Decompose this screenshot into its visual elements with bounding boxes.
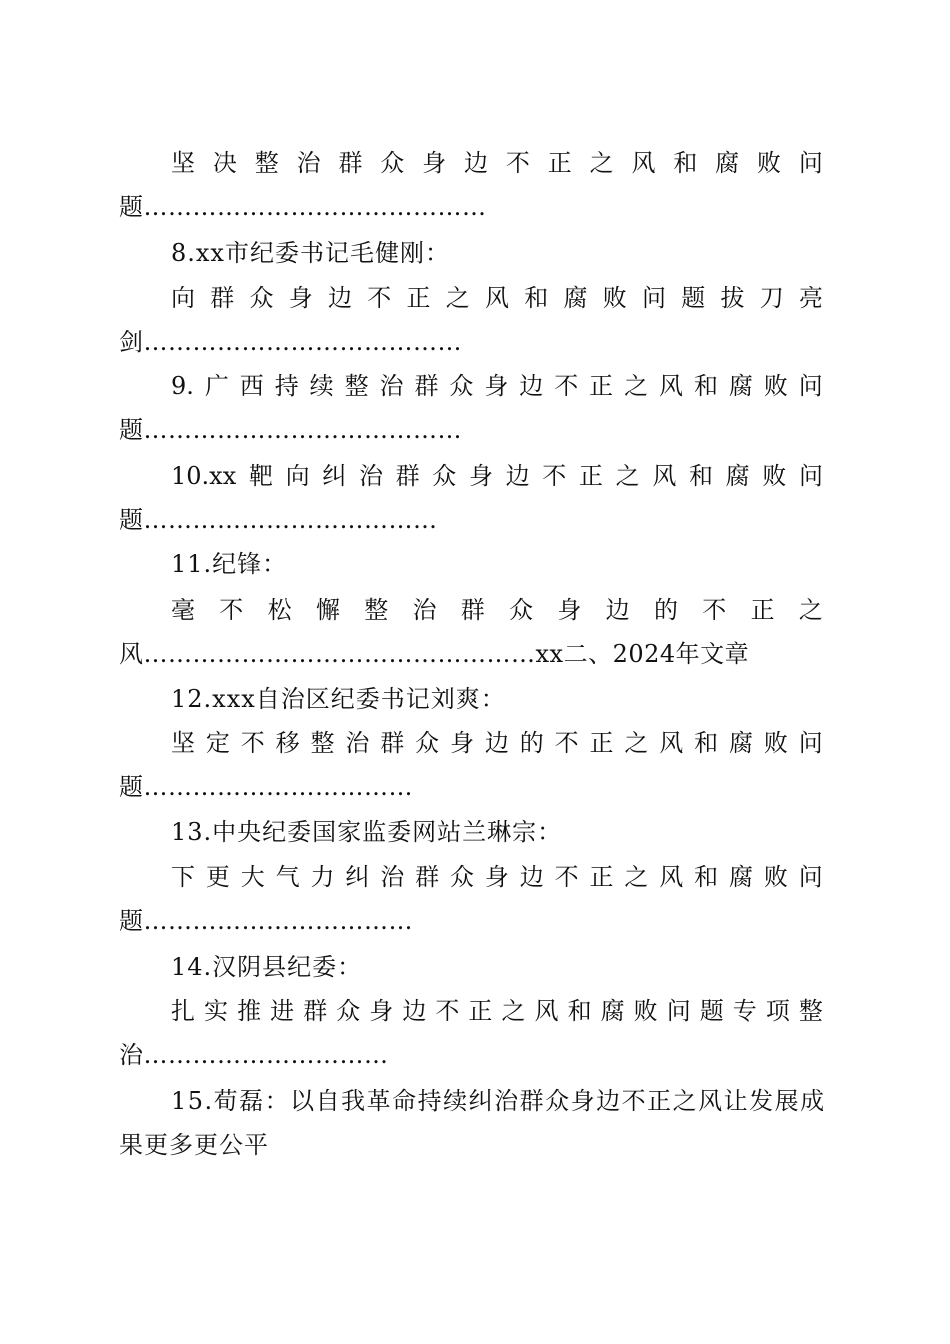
text-char: 风 bbox=[631, 149, 656, 177]
toc-entry-title-8 bbox=[171, 276, 823, 320]
toc-entry-title-15-cont: 果更多更公平 bbox=[119, 1131, 269, 1159]
toc-entry-fill-8: 剑………………………………… bbox=[119, 328, 462, 356]
text-char: 风 bbox=[659, 729, 684, 757]
text-char: 不 bbox=[219, 596, 244, 624]
text-char: 群 bbox=[460, 596, 485, 624]
text-char: 毫 bbox=[171, 596, 195, 624]
text-char: 整 bbox=[310, 729, 335, 757]
text-char: 的 bbox=[519, 729, 544, 757]
toc-entry-title-10 bbox=[171, 454, 823, 498]
text-char: 之 bbox=[624, 863, 649, 891]
text-char: 和 bbox=[673, 149, 698, 177]
text-char: 题 bbox=[681, 284, 706, 312]
text-char: 腐 bbox=[715, 149, 740, 177]
text-char: 败 bbox=[602, 284, 627, 312]
toc-entry-title-14 bbox=[171, 989, 823, 1033]
text-char: 亮 bbox=[799, 284, 823, 312]
toc-entry-fill-11: 风…………………………………………xx二、2024年文章 bbox=[119, 640, 750, 668]
text-char: 正 bbox=[589, 863, 614, 891]
text-char: 风 bbox=[485, 284, 509, 312]
text-char: 治 bbox=[358, 462, 383, 490]
toc-entry-title-12 bbox=[171, 721, 823, 765]
toc-entry-title-1 bbox=[171, 141, 823, 185]
text-char: 不 bbox=[702, 596, 727, 624]
text-char: 败 bbox=[757, 149, 782, 177]
text-char: 移 bbox=[275, 729, 300, 757]
text-char: 决 bbox=[212, 149, 237, 177]
text-char: 和 bbox=[688, 462, 713, 490]
text-char: 边 bbox=[605, 596, 630, 624]
text-char: 正 bbox=[547, 149, 572, 177]
text-char: 和 bbox=[694, 863, 719, 891]
text-char: 之 bbox=[624, 372, 649, 400]
text-char: 边 bbox=[484, 729, 509, 757]
text-char: 不 bbox=[367, 284, 392, 312]
text-char: 之 bbox=[501, 997, 526, 1025]
text-char: 众 bbox=[449, 372, 474, 400]
text-char: 腐 bbox=[725, 462, 750, 490]
text-char: 之 bbox=[589, 149, 614, 177]
text-char: 身 bbox=[484, 372, 509, 400]
text-char: 的 bbox=[653, 596, 678, 624]
text-char: 腐 bbox=[563, 284, 588, 312]
text-char: 整 bbox=[364, 596, 389, 624]
text-char: 纠 bbox=[322, 462, 347, 490]
text-char: 边 bbox=[519, 372, 544, 400]
text-char: 群 bbox=[303, 997, 328, 1025]
text-char: 向 bbox=[285, 462, 310, 490]
text-char: 广 bbox=[204, 372, 229, 400]
text-char: 懈 bbox=[315, 596, 340, 624]
text-char: 治 bbox=[412, 596, 437, 624]
text-char: 不 bbox=[435, 997, 460, 1025]
text-char: 众 bbox=[450, 863, 474, 891]
toc-entry-fill-9: 题………………………………… bbox=[119, 416, 462, 444]
text-char: 群 bbox=[414, 372, 439, 400]
text-char: 不 bbox=[554, 863, 579, 891]
toc-entry-fill-1: 题…………………………………… bbox=[119, 193, 487, 221]
text-char: 和 bbox=[524, 284, 549, 312]
text-char: 整 bbox=[254, 149, 279, 177]
text-char: 边 bbox=[519, 863, 544, 891]
text-char: 和 bbox=[694, 729, 719, 757]
text-char: 边 bbox=[505, 462, 530, 490]
text-char: 正 bbox=[578, 462, 603, 490]
text-char: 更 bbox=[205, 863, 230, 891]
text-char: 不 bbox=[542, 462, 567, 490]
text-char: 边 bbox=[328, 284, 352, 312]
text-char: 问 bbox=[798, 372, 823, 400]
toc-entry-title-13 bbox=[171, 855, 823, 899]
text-char: 风 bbox=[652, 462, 677, 490]
text-char: 之 bbox=[615, 462, 640, 490]
text-char: 续 bbox=[309, 372, 334, 400]
text-char: 靶 bbox=[248, 462, 273, 490]
text-char: 身 bbox=[369, 997, 394, 1025]
text-char: 定 bbox=[205, 729, 230, 757]
text-char: 身 bbox=[288, 284, 313, 312]
toc-entry-fill-13: 题…………………………… bbox=[119, 907, 413, 935]
text-char: 群 bbox=[210, 284, 235, 312]
text-char: 风 bbox=[659, 863, 684, 891]
text-char: 力 bbox=[310, 863, 335, 891]
text-char: 气 bbox=[275, 863, 300, 891]
text-char: 向 bbox=[171, 284, 195, 312]
text-char: 松 bbox=[267, 596, 292, 624]
text-char: 问 bbox=[798, 863, 823, 891]
text-char: 大 bbox=[240, 863, 265, 891]
text-char: 之 bbox=[445, 284, 470, 312]
toc-entry-heading-11: 11.纪锋： bbox=[171, 550, 288, 578]
text-char: 和 bbox=[693, 372, 718, 400]
text-char: 题 bbox=[699, 997, 724, 1025]
text-char: 众 bbox=[380, 149, 405, 177]
text-char: 群 bbox=[380, 729, 405, 757]
text-char: 正 bbox=[750, 596, 775, 624]
text-char: 刀 bbox=[759, 284, 784, 312]
text-char: 正 bbox=[589, 729, 614, 757]
text-char: 扎 bbox=[171, 997, 195, 1025]
text-char: 众 bbox=[509, 596, 534, 624]
text-char: 9. bbox=[171, 372, 194, 400]
text-char: 下 bbox=[171, 863, 195, 891]
text-char: 败 bbox=[633, 997, 658, 1025]
text-char: 问 bbox=[798, 149, 823, 177]
text-char: 众 bbox=[249, 284, 274, 312]
toc-entry-title-15: 15.荀磊：以自我革命持续纠治群众身边不正之风让发展成 bbox=[171, 1087, 826, 1115]
text-char: 不 bbox=[554, 372, 579, 400]
text-char: 身 bbox=[450, 729, 474, 757]
text-char: 正 bbox=[406, 284, 431, 312]
text-char: 问 bbox=[798, 729, 823, 757]
text-char: 治 bbox=[380, 863, 405, 891]
text-char: 正 bbox=[468, 997, 493, 1025]
text-char: 正 bbox=[589, 372, 614, 400]
text-char: 坚 bbox=[171, 729, 195, 757]
toc-entry-fill-10: 题……………………………… bbox=[119, 506, 438, 534]
text-char: 风 bbox=[659, 372, 684, 400]
toc-entry-fill-14: 治………………………… bbox=[119, 1041, 389, 1069]
text-char: 坚 bbox=[171, 149, 195, 177]
text-char: 身 bbox=[557, 596, 582, 624]
text-char: 整 bbox=[344, 372, 369, 400]
text-char: 腐 bbox=[728, 372, 753, 400]
toc-entry-heading-12: 12.xxx自治区纪委书记刘爽： bbox=[171, 685, 506, 713]
text-char: 腐 bbox=[729, 863, 753, 891]
text-char: 治 bbox=[379, 372, 404, 400]
text-char: 群 bbox=[415, 863, 440, 891]
text-char: 败 bbox=[763, 863, 788, 891]
text-char: 纠 bbox=[345, 863, 370, 891]
text-char: 群 bbox=[338, 149, 363, 177]
text-char: 西 bbox=[239, 372, 264, 400]
text-char: 众 bbox=[432, 462, 457, 490]
text-char: 问 bbox=[666, 997, 691, 1025]
toc-entry-heading-14: 14.汉阴县纪委： bbox=[171, 953, 363, 981]
text-char: 项 bbox=[765, 997, 790, 1025]
text-char: 10.xx bbox=[171, 462, 237, 490]
text-char: 实 bbox=[204, 997, 229, 1025]
text-char: 身 bbox=[484, 863, 509, 891]
text-char: 拔 bbox=[720, 284, 745, 312]
text-char: 之 bbox=[624, 729, 649, 757]
text-char: 边 bbox=[402, 997, 427, 1025]
text-char: 身 bbox=[422, 149, 447, 177]
text-char: 腐 bbox=[600, 997, 625, 1025]
text-char: 问 bbox=[799, 462, 823, 490]
toc-entry-title-11 bbox=[171, 588, 823, 632]
text-char: 不 bbox=[505, 149, 530, 177]
text-char: 边 bbox=[464, 149, 489, 177]
text-char: 专 bbox=[732, 997, 757, 1025]
toc-entry-heading-13: 13.中央纪委国家监委网站兰琳宗： bbox=[171, 818, 563, 846]
text-char: 不 bbox=[240, 729, 265, 757]
text-char: 败 bbox=[763, 372, 788, 400]
text-char: 群 bbox=[395, 462, 420, 490]
text-char: 众 bbox=[336, 997, 361, 1025]
text-char: 治 bbox=[345, 729, 370, 757]
text-char: 问 bbox=[642, 284, 666, 312]
toc-entry-heading-8: 8.xx市纪委书记毛健刚： bbox=[171, 239, 450, 267]
text-char: 身 bbox=[468, 462, 493, 490]
text-char: 腐 bbox=[729, 729, 753, 757]
text-char: 整 bbox=[798, 997, 823, 1025]
text-char: 风 bbox=[534, 997, 559, 1025]
toc-entry-fill-12: 题…………………………… bbox=[119, 773, 413, 801]
text-char: 败 bbox=[762, 462, 787, 490]
text-char: 之 bbox=[798, 596, 823, 624]
text-char: 治 bbox=[296, 149, 321, 177]
text-char: 推 bbox=[237, 997, 262, 1025]
text-char: 众 bbox=[415, 729, 440, 757]
text-char: 不 bbox=[554, 729, 579, 757]
text-char: 和 bbox=[567, 997, 592, 1025]
text-char: 进 bbox=[270, 997, 295, 1025]
text-char: 败 bbox=[763, 729, 788, 757]
toc-entry-title-9 bbox=[171, 364, 823, 408]
text-char: 持 bbox=[274, 372, 299, 400]
